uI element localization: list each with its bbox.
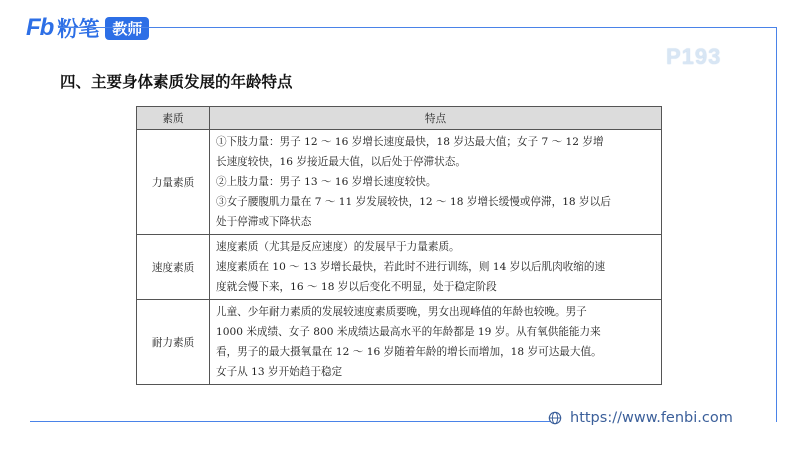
row-detail-speed	[210, 235, 662, 300]
teacher-badge: 教师	[105, 17, 149, 40]
header-traits: 特点	[210, 107, 662, 130]
table-row	[137, 130, 662, 235]
row-detail-endurance	[210, 300, 662, 385]
frame-bottom-line	[30, 421, 550, 422]
frame-top-line	[58, 27, 776, 28]
fenbi-logo	[26, 14, 149, 42]
detail-line: 女子从 13 岁开始趋于稳定	[216, 366, 343, 378]
website-link[interactable]	[548, 410, 733, 426]
detail-line: 度就会慢下来，16 ～ 18 岁以后变化不明显，处于稳定阶段	[216, 281, 497, 293]
section-heading: 四、主要身体素质发展的年龄特点	[60, 73, 293, 91]
frame-right-line	[776, 27, 777, 422]
table-header-row	[137, 107, 662, 130]
globe-icon	[548, 411, 562, 425]
table-row	[137, 235, 662, 300]
logo-mark: Fb	[26, 14, 54, 41]
website-url[interactable]: https://www.fenbi.com	[570, 410, 733, 426]
detail-line: ③女子腰腹肌力量在 7 ～ 11 岁发展较快，12 ～ 18 岁增长缓慢或停滞，18 岁以后	[216, 196, 611, 208]
logo-text: 粉笔	[57, 17, 100, 41]
detail-line: 速度素质在 10 ～ 13 岁增长最快，若此时不进行训练，则 14 岁以后肌肉收缩的速	[216, 261, 606, 273]
page-number: P193	[666, 44, 722, 69]
row-name-strength: 力量素质	[137, 130, 210, 235]
detail-line: 1000 米成绩、女子 800 米成绩达最高水平的年龄都是 19 岁。从有氧供能能力来	[216, 326, 601, 338]
detail-line: ①下肢力量：男子 12 ～ 16 岁增长速度最快，18 岁达最大值；女子 7 ～ 12 岁增	[216, 136, 604, 148]
header-quality: 素质	[137, 107, 210, 130]
detail-line: 长速度较快，16 岁接近最大值，以后处于停滞状态。	[216, 156, 466, 168]
row-name-endurance: 耐力素质	[137, 300, 210, 385]
detail-line: ②上肢力量：男子 13 ～ 16 岁增长速度较快。	[216, 176, 437, 188]
table-row	[137, 300, 662, 385]
detail-line: 速度素质（尤其是反应速度）的发展早于力量素质。	[216, 241, 460, 253]
traits-table	[136, 106, 662, 385]
row-name-speed: 速度素质	[137, 235, 210, 300]
detail-line: 处于停滞或下降状态	[216, 216, 312, 228]
row-detail-strength	[210, 130, 662, 235]
detail-line: 儿童、少年耐力素质的发展较速度素质要晚，男女出现峰值的年龄也较晚。男子	[216, 306, 587, 318]
detail-line: 看，男子的最大摄氧量在 12 ～ 16 岁随着年龄的增长而增加，18 岁可达最大值。	[216, 346, 602, 358]
